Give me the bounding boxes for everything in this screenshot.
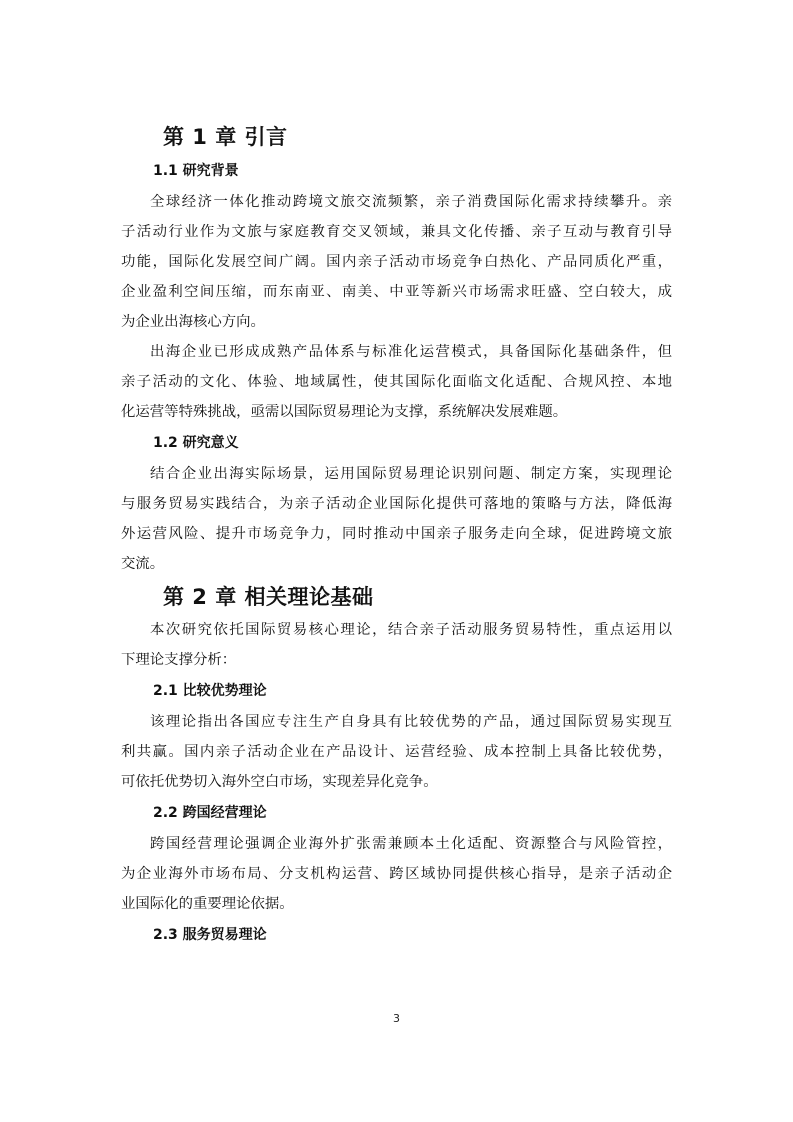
text-line: 化运营等特殊挑战，亟需以国际贸易理论为支撑，系统解决发展难题。 xyxy=(121,404,568,420)
text-line: 可依托优势切入海外空白市场，实现差异化竞争。 xyxy=(121,774,438,790)
chapter-1-title: 第 1 章 引言 xyxy=(163,125,288,149)
text-line: 利共赢。国内亲子活动企业在产品设计、运营经验、成本控制上具备比较优势， xyxy=(121,744,672,760)
section-1-1-heading: 1.1 研究背景 xyxy=(153,163,239,179)
text-line: 外运营风险、提升市场竞争力，同时推动中国亲子服务走向全球，促进跨境文旅 xyxy=(121,526,672,542)
text-line: 子活动行业作为文旅与家庭教育交叉领域，兼具文化传播、亲子互动与教育引导 xyxy=(121,224,672,240)
chapter-2-intro xyxy=(121,615,672,675)
text-line: 业国际化的重要理论依据。 xyxy=(121,896,294,912)
text-line: 企业盈利空间压缩，而东南亚、南美、中亚等新兴市场需求旺盛、空白较大，成 xyxy=(121,284,672,300)
text-line: 功能，国际化发展空间广阔。国内亲子活动市场竞争白热化、产品同质化严重， xyxy=(121,254,672,270)
chapter-2-title: 第 2 章 相关理论基础 xyxy=(163,585,374,609)
text-line: 下理论支撑分析： xyxy=(121,652,237,668)
page-number: 3 xyxy=(393,1012,400,1025)
section-1-2-paragraph-1 xyxy=(121,459,672,579)
text-line: 为企业出海核心方向。 xyxy=(121,314,265,330)
page-content xyxy=(121,119,672,951)
text-line: 亲子活动的文化、体验、地域属性，使其国际化面临文化适配、合规风控、本地 xyxy=(121,374,672,390)
section-2-1-paragraph-1 xyxy=(121,707,672,797)
section-2-1-heading: 2.1 比较优势理论 xyxy=(153,683,267,699)
text-line: 出海企业已形成成熟产品体系与标准化运营模式，具备国际化基础条件，但 xyxy=(150,344,672,360)
section-1-1-paragraph-1 xyxy=(121,187,672,337)
text-line: 与服务贸易实践结合，为亲子活动企业国际化提供可落地的策略与方法，降低海 xyxy=(121,496,672,512)
section-1-2-heading: 1.2 研究意义 xyxy=(153,435,239,451)
section-2-2-heading: 2.2 跨国经营理论 xyxy=(153,805,267,821)
text-line: 本次研究依托国际贸易核心理论，结合亲子活动服务贸易特性，重点运用以 xyxy=(150,622,672,638)
text-line: 为企业海外市场布局、分支机构运营、跨区域协同提供核心指导，是亲子活动企 xyxy=(121,866,672,882)
section-1-1-paragraph-2 xyxy=(121,337,672,427)
section-2-2-paragraph-1 xyxy=(121,829,672,919)
text-line: 结合企业出海实际场景，运用国际贸易理论识别问题、制定方案，实现理论 xyxy=(150,466,672,482)
text-line: 该理论指出各国应专注生产自身具有比较优势的产品，通过国际贸易实现互 xyxy=(150,714,672,730)
text-line: 交流。 xyxy=(121,556,165,572)
text-line: 全球经济一体化推动跨境文旅交流频繁，亲子消费国际化需求持续攀升。亲 xyxy=(150,194,672,210)
text-line: 跨国经营理论强调企业海外扩张需兼顾本土化适配、资源整合与风险管控， xyxy=(150,836,672,852)
section-2-3-heading: 2.3 服务贸易理论 xyxy=(153,927,267,943)
